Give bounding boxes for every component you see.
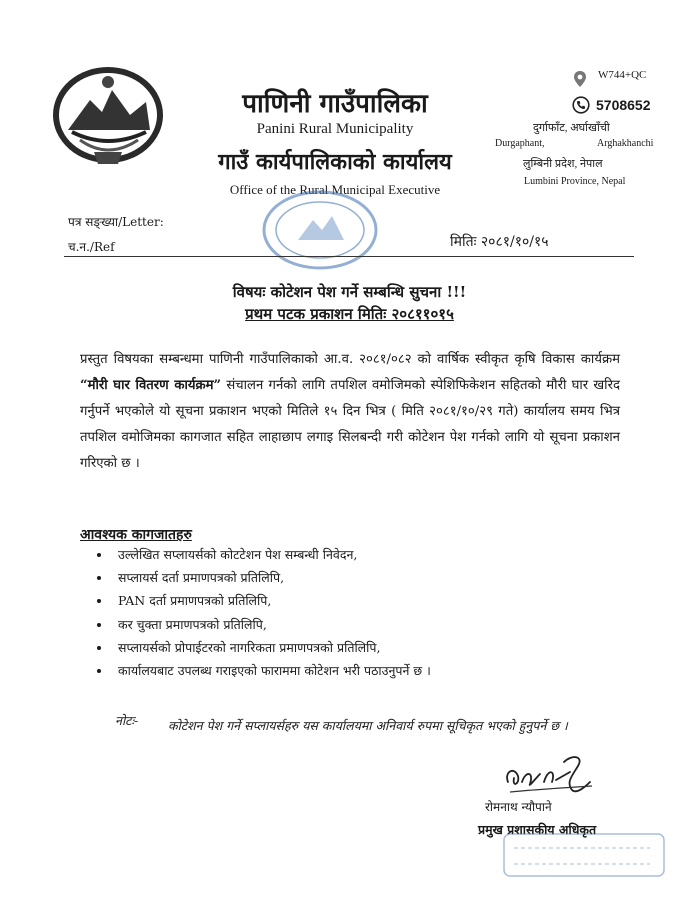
signatory-seal-icon <box>500 830 670 880</box>
header-divider <box>64 256 634 257</box>
office-name-nepali: गाउँ कार्यपालिकाको कार्यालय <box>218 149 452 175</box>
office-seal-stamp <box>258 188 382 272</box>
program-name: “मौरी घार वितरण कार्यक्रम” <box>80 378 222 393</box>
body-part1: प्रस्तुत विषयका सम्बन्धमा पाणिनी गाउँपालिकाको आ.व. २०८१/०८२ को वार्षिक स्वीकृत कृषि विकास कार्यक्रम <box>80 352 620 367</box>
list-item: • सप्लायर्सको प्रोपाईटरको नागरिकता प्रमाणपत्रको प्रतिलिपि, <box>112 636 632 659</box>
body-part2: संचालन गर्नको लागि तपशिल वमोजिमको स्पेशिफिकेशन सहितको मौरी घार खरिद गर्नुपर्ने भएकोले यो सूचना प्रकाशन भएको मितिले १५ दिन भित्र ( मिति २०८१/१०/२९ गते) कार्यालय समय भित्र तपशिल वमोजिमका कागजात सहित लाहाछाप लगाइ सिलबन्दी गरी कोटेशन पेश गर्नको लागि यो सूचना प्रकाशन गरिएको छ । <box>80 378 620 471</box>
note-label: नोटः- <box>115 713 139 728</box>
address-english-line2: Lumbini Province, Nepal <box>524 176 626 187</box>
reference-number-label: च.न./Ref <box>68 240 115 254</box>
required-documents-list <box>96 543 632 682</box>
municipality-emblem-icon <box>50 60 172 170</box>
first-publication-date: प्रथम पटक प्रकाशन मितिः २०८११०१५ <box>245 305 454 323</box>
location-code: W744+QC <box>598 69 647 81</box>
signatory-name: रोमनाथ न्यौपाने <box>485 800 552 814</box>
municipality-name-nepali: पाणिनी गाउँपालिका <box>242 89 428 119</box>
phone-icon <box>572 96 590 114</box>
address-english-durgaphant: Durgaphant, <box>495 138 545 149</box>
office-name-english: Office of the Rural Municipal Executive <box>229 182 441 197</box>
letter-date: मितिः २०८१/१०/१५ <box>450 234 549 250</box>
note-text: कोटेशन पेश गर्ने सप्लायर्सहरु यस कार्यालयमा अनिवार्य रुपमा सूचिकृत भएको हुनुपर्ने छ । <box>168 718 568 733</box>
required-documents-heading: आवश्यक कागजातहरु <box>80 527 192 543</box>
list-item: • उल्लेखित सप्लायर्सको कोटटेशन पेश सम्बन्धी निवेदन, <box>112 543 632 566</box>
location-pin-icon <box>573 70 587 88</box>
notice-body <box>80 347 620 477</box>
list-item: • कर चुक्ता प्रमाणपत्रको प्रतिलिपि, <box>112 613 632 636</box>
subject-line: विषयः कोटेशन पेश गर्ने सम्बन्धि सुचना !!! <box>232 283 467 301</box>
list-item: • PAN दर्ता प्रमाणपत्रको प्रतिलिपि, <box>112 589 632 612</box>
letter-number-label: पत्र सङ्ख्या/Letter: <box>68 215 164 229</box>
signatory-title: प्रमुख प्रशासकीय अधिकृत <box>478 822 597 837</box>
address-nepali-line2: लुम्बिनी प्रदेश, नेपाल <box>523 158 603 170</box>
list-item: • सप्लायर्स दर्ता प्रमाणपत्रको प्रतिलिपि, <box>112 566 632 589</box>
list-item: • कार्यालयबाट उपलब्ध गराइएको फाराममा कोटेशन भरी पठाउनुपर्ने छ । <box>112 659 632 682</box>
handwritten-signature <box>500 752 600 798</box>
municipality-name-english: Panini Rural Municipality <box>256 121 414 137</box>
address-nepali-line1: दुर्गाफाँट, अर्घाखाँची <box>533 122 610 134</box>
address-english-arghakhanchi: Arghakhanchi <box>597 138 654 149</box>
phone-number: 5708652 <box>596 97 651 113</box>
